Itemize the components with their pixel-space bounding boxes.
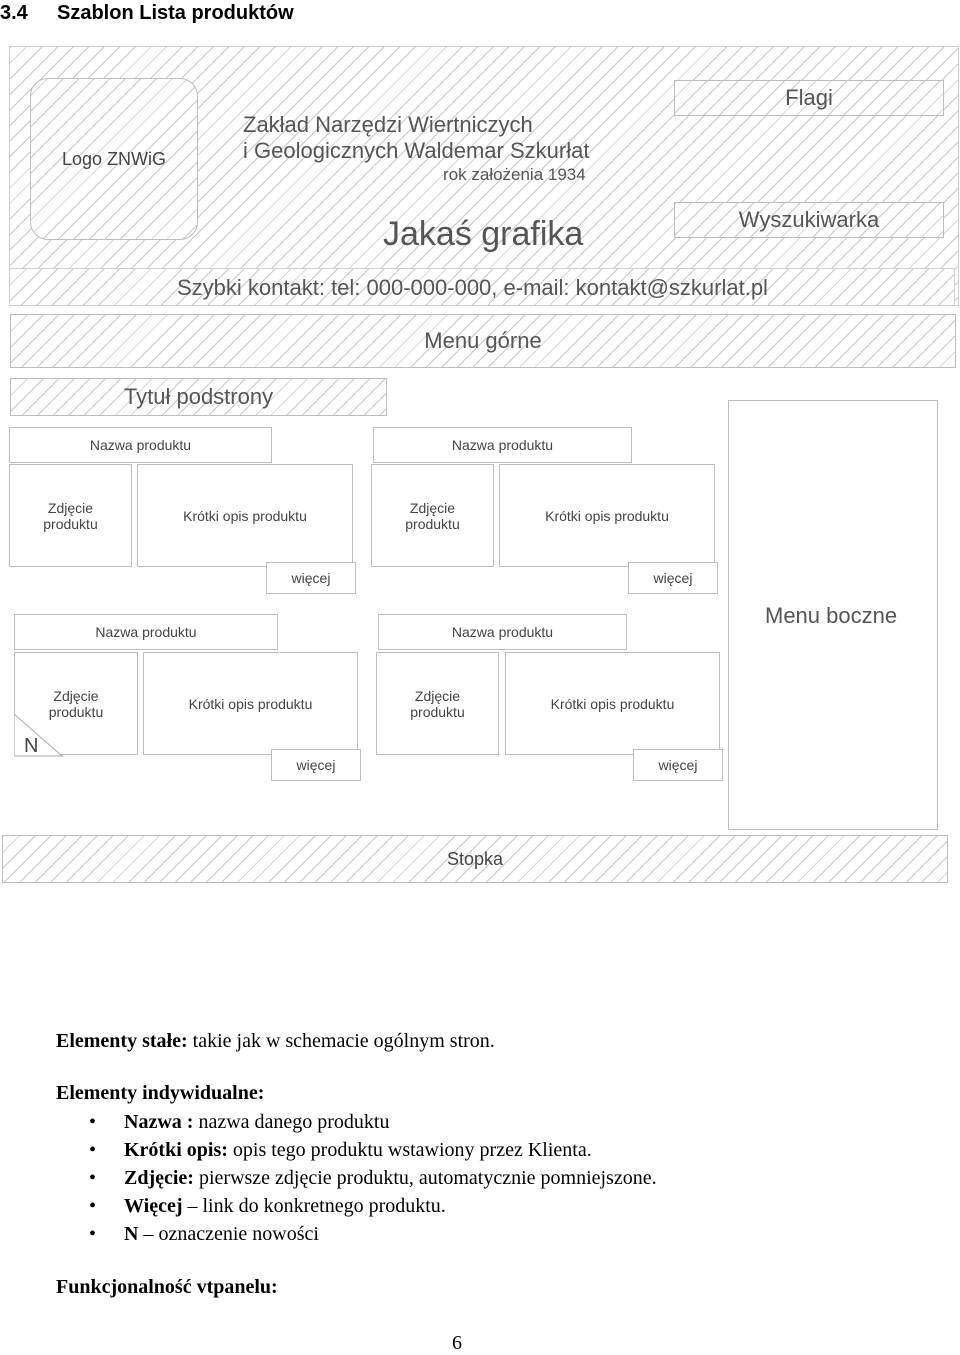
company-name <box>243 112 623 164</box>
more-label: więcej <box>653 570 693 586</box>
more-label: więcej <box>291 570 331 586</box>
photo-label-2: produktu <box>405 515 460 532</box>
photo-label-1: Zdjęcie <box>53 687 99 704</box>
page-title-box <box>10 378 387 416</box>
search-box[interactable] <box>674 202 944 238</box>
photo-label-2: produktu <box>410 703 465 720</box>
section-number: 3.4 <box>0 2 28 24</box>
short-desc-label: Krótki opis produktu <box>550 695 675 712</box>
side-menu-label: Menu boczne <box>765 603 898 628</box>
individual-elements-heading: Elementy indywidualne: <box>56 1082 265 1104</box>
top-menu-label: Menu górne <box>424 328 542 353</box>
product-name-label: Nazwa produktu <box>451 437 554 453</box>
fixed-elements-label: Elementy stałe: <box>56 1030 188 1052</box>
list-item: • N – oznaczenie nowości <box>56 1220 856 1248</box>
photo-label-1: Zdjęcie <box>47 499 94 516</box>
list-item: • Więcej – link do konkretnego produktu. <box>56 1192 856 1220</box>
list-item: • Krótki opis: opis tego produktu wstawiony przez Klienta. <box>56 1136 856 1164</box>
footer-label: Stopka <box>446 848 504 869</box>
contact-text: Szybki kontakt: tel: 000-000-000, e-mail: kontakt@szkurlat.pl <box>177 275 768 300</box>
more-link[interactable] <box>633 749 723 781</box>
product-name-label: Nazwa produktu <box>95 624 197 640</box>
product-name <box>9 427 272 463</box>
product-short-desc <box>499 464 715 567</box>
company-line-1: Zakład Narzędzi Wiertniczych <box>243 112 533 137</box>
photo-label-2: produktu <box>43 515 98 532</box>
fixed-elements-note <box>56 1030 495 1053</box>
new-badge-label: N <box>24 735 39 757</box>
functionality-heading: Funkcjonalność vtpanelu: <box>56 1276 278 1298</box>
page-title: Tytuł podstrony <box>123 384 274 409</box>
logo-label: Logo ZNWiG <box>61 148 167 169</box>
footer-box <box>2 835 948 883</box>
product-short-desc <box>143 652 358 755</box>
product-name <box>14 614 278 650</box>
product-name <box>378 614 627 650</box>
more-link[interactable] <box>628 562 718 594</box>
more-link[interactable] <box>271 749 361 781</box>
product-photo[interactable] <box>376 652 499 755</box>
search-label: Wyszukiwarka <box>738 207 880 232</box>
list-item: • Zdjęcie: pierwsze zdjęcie produktu, automatycznie pomniejszone. <box>56 1164 856 1192</box>
product-name-label: Nazwa produktu <box>451 624 554 640</box>
product-short-desc <box>137 464 353 567</box>
company-line-2: i Geologicznych Waldemar Szkurłat <box>243 138 590 163</box>
product-photo[interactable] <box>9 464 132 567</box>
top-menu[interactable] <box>10 314 956 368</box>
flags-box[interactable] <box>674 80 944 116</box>
photo-label-1: Zdjęcie <box>409 499 456 516</box>
photo-label-1: Zdjęcie <box>414 687 461 704</box>
flags-label: Flagi <box>785 85 833 110</box>
short-desc-label: Krótki opis produktu <box>188 695 313 712</box>
product-name-label: Nazwa produktu <box>89 437 192 453</box>
fixed-elements-text: takie jak w schemacie ogólnym stron. <box>187 1030 495 1052</box>
section-title: Szablon Lista produktów <box>57 2 294 24</box>
logo-box <box>30 78 198 240</box>
product-name <box>373 427 632 463</box>
short-desc-label: Krótki opis produktu <box>183 507 307 524</box>
short-desc-label: Krótki opis produktu <box>545 507 669 524</box>
more-label: więcej <box>658 757 698 773</box>
list-item: • Nazwa : nazwa danego produktu <box>56 1108 856 1136</box>
more-link[interactable] <box>266 562 356 594</box>
product-photo[interactable] <box>371 464 494 567</box>
more-label: więcej <box>296 757 336 773</box>
new-badge-icon <box>14 714 64 758</box>
individual-elements-list <box>56 1108 856 1248</box>
photo-label-2: produktu <box>48 703 104 720</box>
graphic-placeholder: Jakaś grafika <box>383 215 584 253</box>
founded-year: rok założenia 1934 <box>443 165 586 184</box>
product-short-desc <box>505 652 720 755</box>
page-number: 6 <box>452 1332 462 1354</box>
